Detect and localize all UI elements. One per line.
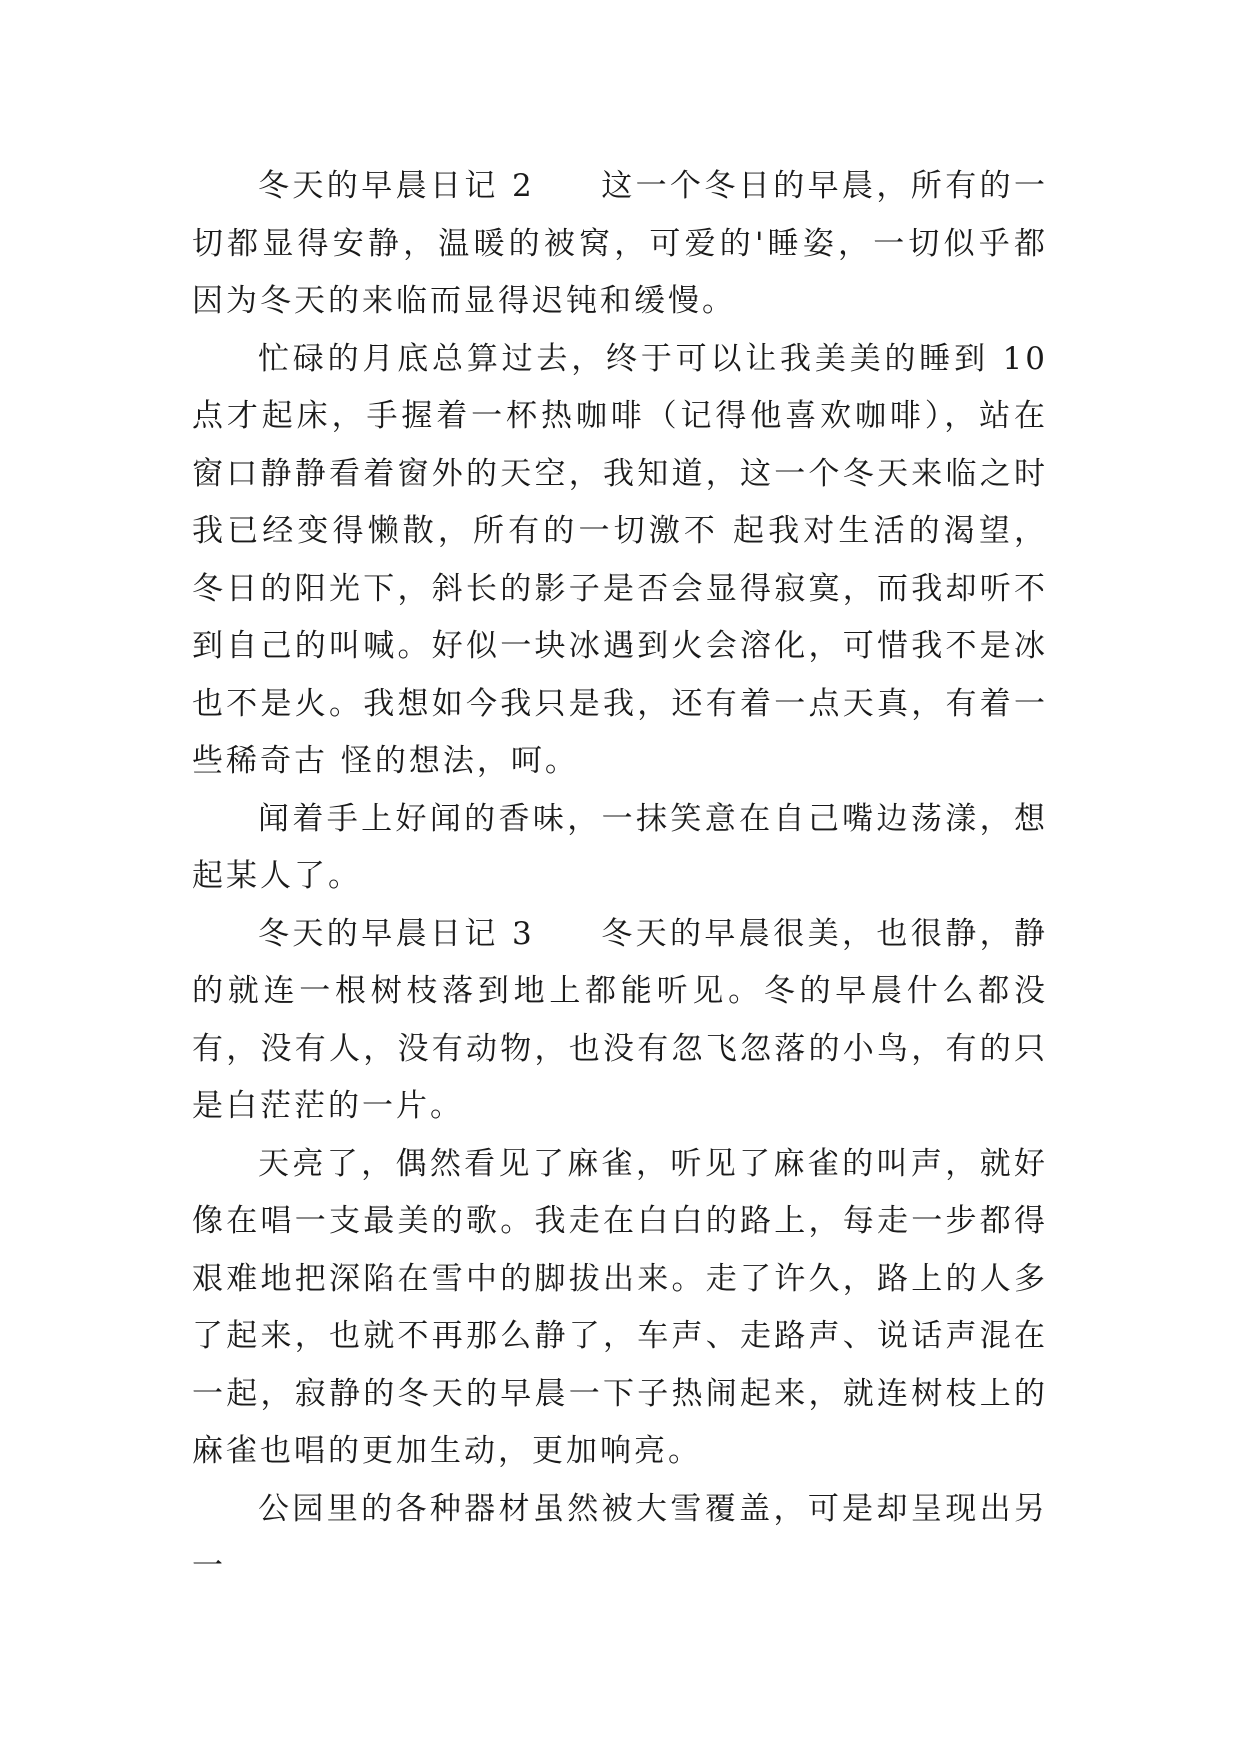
- paragraph: [192, 791, 1048, 906]
- section-heading: 冬天的早晨日记 3: [258, 915, 535, 952]
- paragraph: [192, 906, 1048, 1136]
- paragraph: [192, 1136, 1048, 1481]
- paragraph-text: 这一个冬日的早晨，所有的一切都显得安静，温暖的被窝，可爱的'睡姿，一切似乎都因为冬天的来临而显得迟钝和缓慢。: [192, 168, 1049, 319]
- paragraph: [192, 331, 1048, 791]
- paragraph-text: 忙碌的月底总算过去，终于可以让我美美的睡到 10 点才起床，手握着一杯热咖啡（记得他喜欢咖啡），站在窗口静静看着窗外的天空，我知道，这一个冬天来临之时我已经变得懒散，所有的一切激不 起我对生活的渴望，冬日的阳光下，斜长的影子是否会显得寂寞，而我却听不到自己的叫喊。好似一块冰遇到火会溶化，可惜我不是冰也不是火。我想如今我只是我，还有着一点天真，有着一些稀奇古 怪的想法，呵。: [192, 340, 1048, 779]
- paragraph: [192, 158, 1048, 331]
- section-heading: 冬天的早晨日记 2: [258, 168, 535, 204]
- paragraph: [192, 1481, 1048, 1596]
- paragraph-text: 天亮了，偶然看见了麻雀，听见了麻雀的叫声，就好像在唱一支最美的歌。我走在白白的路上，每走一步都得艰难地把深陷在雪中的脚拔出来。走了许久，路上的人多了起来，也就不再那么静了，车声、走路声、说话声混在一起，寂静的冬天的早晨一下子热闹起来，就连树枝上的麻雀也唱的更加生动，更加响亮。: [192, 1145, 1048, 1469]
- paragraph-text: 公园里的各种器材虽然被大雪覆盖，可是却呈现出另一: [192, 1490, 1048, 1584]
- paragraph-text: 闻着手上好闻的香味，一抹笑意在自己嘴边荡漾，想起某人了。: [192, 800, 1048, 894]
- document-body: [192, 158, 1048, 1596]
- paragraph-text: 冬天的早晨很美，也很静，静的就连一根树枝落到地上都能听见。冬的早晨什么都没有，没有人，没有动物，也没有忽飞忽落的小鸟，有的只是白茫茫的一片。: [192, 915, 1049, 1124]
